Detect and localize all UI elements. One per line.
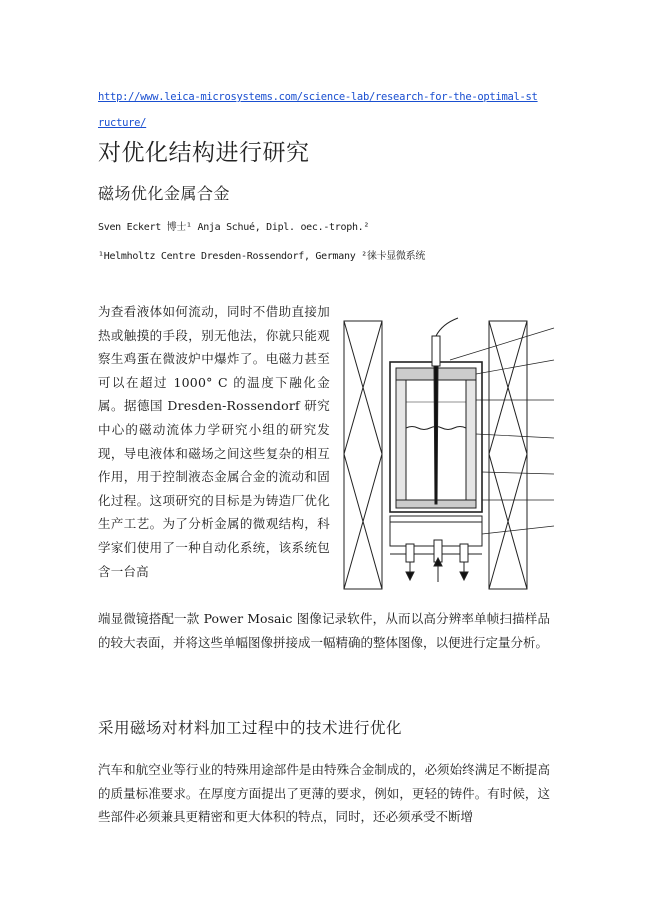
intro-paragraph-wrapped: 为查看液体如何流动，同时不借助直接加热或触摸的手段，别无他法，你就只能观察生鸡蛋在微波炉中爆炸了。电磁力甚至可以在超过 1000° C 的温度下融化金属。据德国 Dresden-Rossendorf 研究中心的磁动流体力学研究小组的研究发现，导电液体和磁场之间这些复杂的相互作用，用于控制液态金属合金的流动和固化过程。这项研究的目标是为铸造厂优化生产工艺。为了分析金属的微观结构，科学家们使用了一种自动化系统，该系统包含一台高	[98, 304, 330, 579]
section-heading: 采用磁场对材料加工过程中的技术进行优化	[98, 719, 403, 737]
intro-paragraph-continued: 端显微镜搭配一款 Power Mosaic 图像记录软件，从而以高分辨率单帧扫描样品的较大表面，并将这些单幅图像拼接成一幅精确的整体图像，以便进行定量分析。	[98, 611, 550, 650]
author-line: Sven Eckert 博士¹ Anja Schué, Dipl. oec.-troph.²	[98, 222, 370, 233]
source-link[interactable]: http://www.leica-microsystems.com/science-lab/research-for-the-optimal-structure/	[98, 91, 538, 129]
affiliation-line: ¹Helmholtz Centre Dresden-Rossendorf, Germany ²徕卡显微系统	[98, 251, 426, 262]
right-coil	[489, 321, 527, 589]
section-paragraph: 汽车和航空业等行业的特殊用途部件是由特殊合金制成的，必须始终满足不断提高的质量标准要求。在厚度方面提出了更薄的要求，例如，更轻的铸件。有时候，这些部件必须兼具更精密和更大体积的特点，同时，还必须承受不断增	[98, 762, 550, 825]
probe-holder	[432, 336, 440, 366]
probe	[434, 366, 438, 504]
magnetic-stirring-apparatus-diagram	[340, 304, 555, 604]
left-coil	[344, 321, 382, 589]
page-title: 对优化结构进行研究	[98, 140, 310, 166]
page-subtitle: 磁场优化金属合金	[98, 184, 231, 203]
